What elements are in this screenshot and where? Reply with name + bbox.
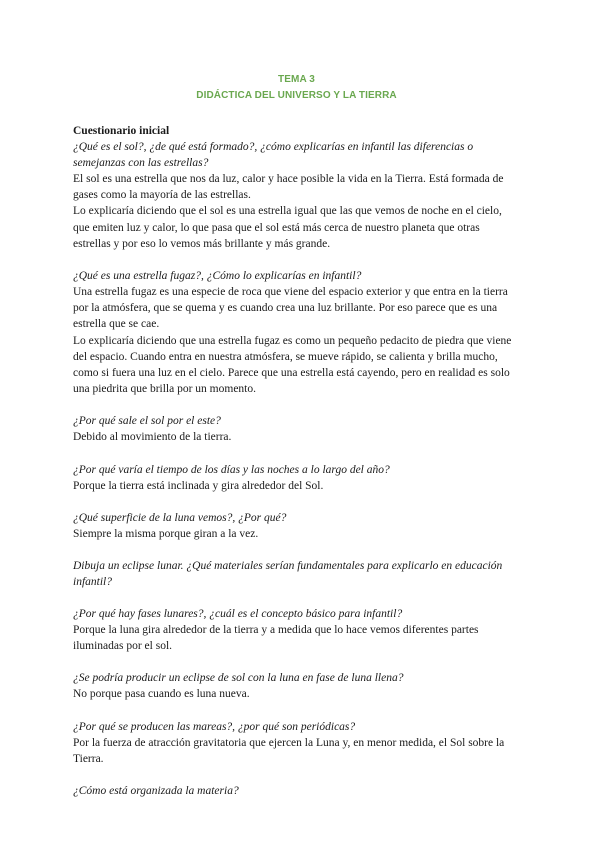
answer-text: Porque la tierra está inclinada y gira alrededor del Sol.: [73, 479, 324, 492]
qa-item: [73, 719, 520, 767]
question-text: Dibuja un eclipse lunar. ¿Qué materiales serían fundamentales para explicarlo en educación infantil?: [73, 560, 503, 589]
answer-text: Una estrella fugaz es una especie de roca que viene del espacio exterior y que entra en la tierra por la atmósfera, que se quema y es cuando crea una luz brillante. Por eso parece que es una estrella que se cae.: [73, 286, 508, 331]
answer-text: Lo explicaría diciendo que una estrella fugaz es como un pequeño pedacito de piedra que viene del espacio. Cuando entra en nuestra atmósfera, se mueve rápido, se calienta y brilla mucho, como si fuera una luz en el cielo. Parece que una estrella está cayendo, pero en realidad es solo una piedrita que brilla por un momento.: [73, 334, 512, 396]
spacer: [73, 542, 520, 558]
question-text: ¿Qué superficie de la luna vemos?, ¿Por qué?: [73, 511, 287, 524]
answer-text: Por la fuerza de atracción gravitatoria que ejercen la Luna y, en menor medida, el Sol sobre la Tierra.: [73, 736, 505, 765]
qa-item: [73, 558, 520, 590]
spacer: [73, 590, 520, 606]
qa-item: [73, 670, 520, 702]
document-header: [73, 72, 520, 104]
question-text: ¿Por qué sale el sol por el este?: [73, 415, 221, 428]
questionnaire: [73, 139, 520, 799]
answer-text: Porque la luna gira alrededor de la tierra y a medida que lo hace vemos diferentes partes iluminadas por el sol.: [73, 624, 479, 653]
spacer: [73, 767, 520, 783]
spacer: [73, 654, 520, 670]
question-text: ¿Qué es una estrella fugaz?, ¿Cómo lo explicarías en infantil?: [73, 270, 362, 283]
qa-item: [73, 139, 520, 252]
question-text: ¿Por qué hay fases lunares?, ¿cuál es el concepto básico para infantil?: [73, 608, 403, 621]
question-text: ¿Por qué varía el tiempo de los días y las noches a lo largo del año?: [73, 463, 390, 476]
question-text: ¿Qué es el sol?, ¿de qué está formado?, ¿cómo explicarías en infantil las diferencias o semejanzas con las estrellas?: [73, 141, 474, 169]
qa-item: [73, 510, 520, 542]
answer-text: Siempre la misma porque giran a la vez.: [73, 527, 259, 540]
qa-item: [73, 783, 520, 799]
section-title: Cuestionario inicial: [73, 125, 170, 137]
qa-item: [73, 606, 520, 654]
spacer: [73, 494, 520, 510]
question-text: ¿Por qué se producen las mareas?, ¿por qué son periódicas?: [73, 720, 356, 733]
answer-text: No porque pasa cuando es luna nueva.: [73, 688, 250, 701]
subtitle: DIDÁCTICA DEL UNIVERSO Y LA TIERRA: [196, 90, 397, 101]
qa-item: [73, 268, 520, 397]
question-text: ¿Se podría producir un eclipse de sol con la luna en fase de luna llena?: [73, 672, 404, 685]
qa-item: [73, 413, 520, 445]
spacer: [73, 703, 520, 719]
question-text: ¿Cómo está organizada la materia?: [73, 785, 239, 798]
tema-title: TEMA 3: [278, 74, 315, 85]
spacer: [73, 252, 520, 268]
spacer: [73, 446, 520, 462]
answer-text: Lo explicaría diciendo que el sol es una estrella igual que las que vemos de noche en el cielo, que emiten luz y calor, lo que pasa que el sol está más cerca de nuestro planeta que otras estrellas y por eso lo vemos más brillante y más grande.: [73, 205, 502, 250]
qa-item: [73, 462, 520, 494]
spacer: [73, 397, 520, 413]
answer-text: Debido al movimiento de la tierra.: [73, 431, 232, 444]
answer-text: El sol es una estrella que nos da luz, calor y hace posible la vida en la Tierra. Está formada de gases como la mayoría de las estrellas.: [73, 173, 504, 202]
